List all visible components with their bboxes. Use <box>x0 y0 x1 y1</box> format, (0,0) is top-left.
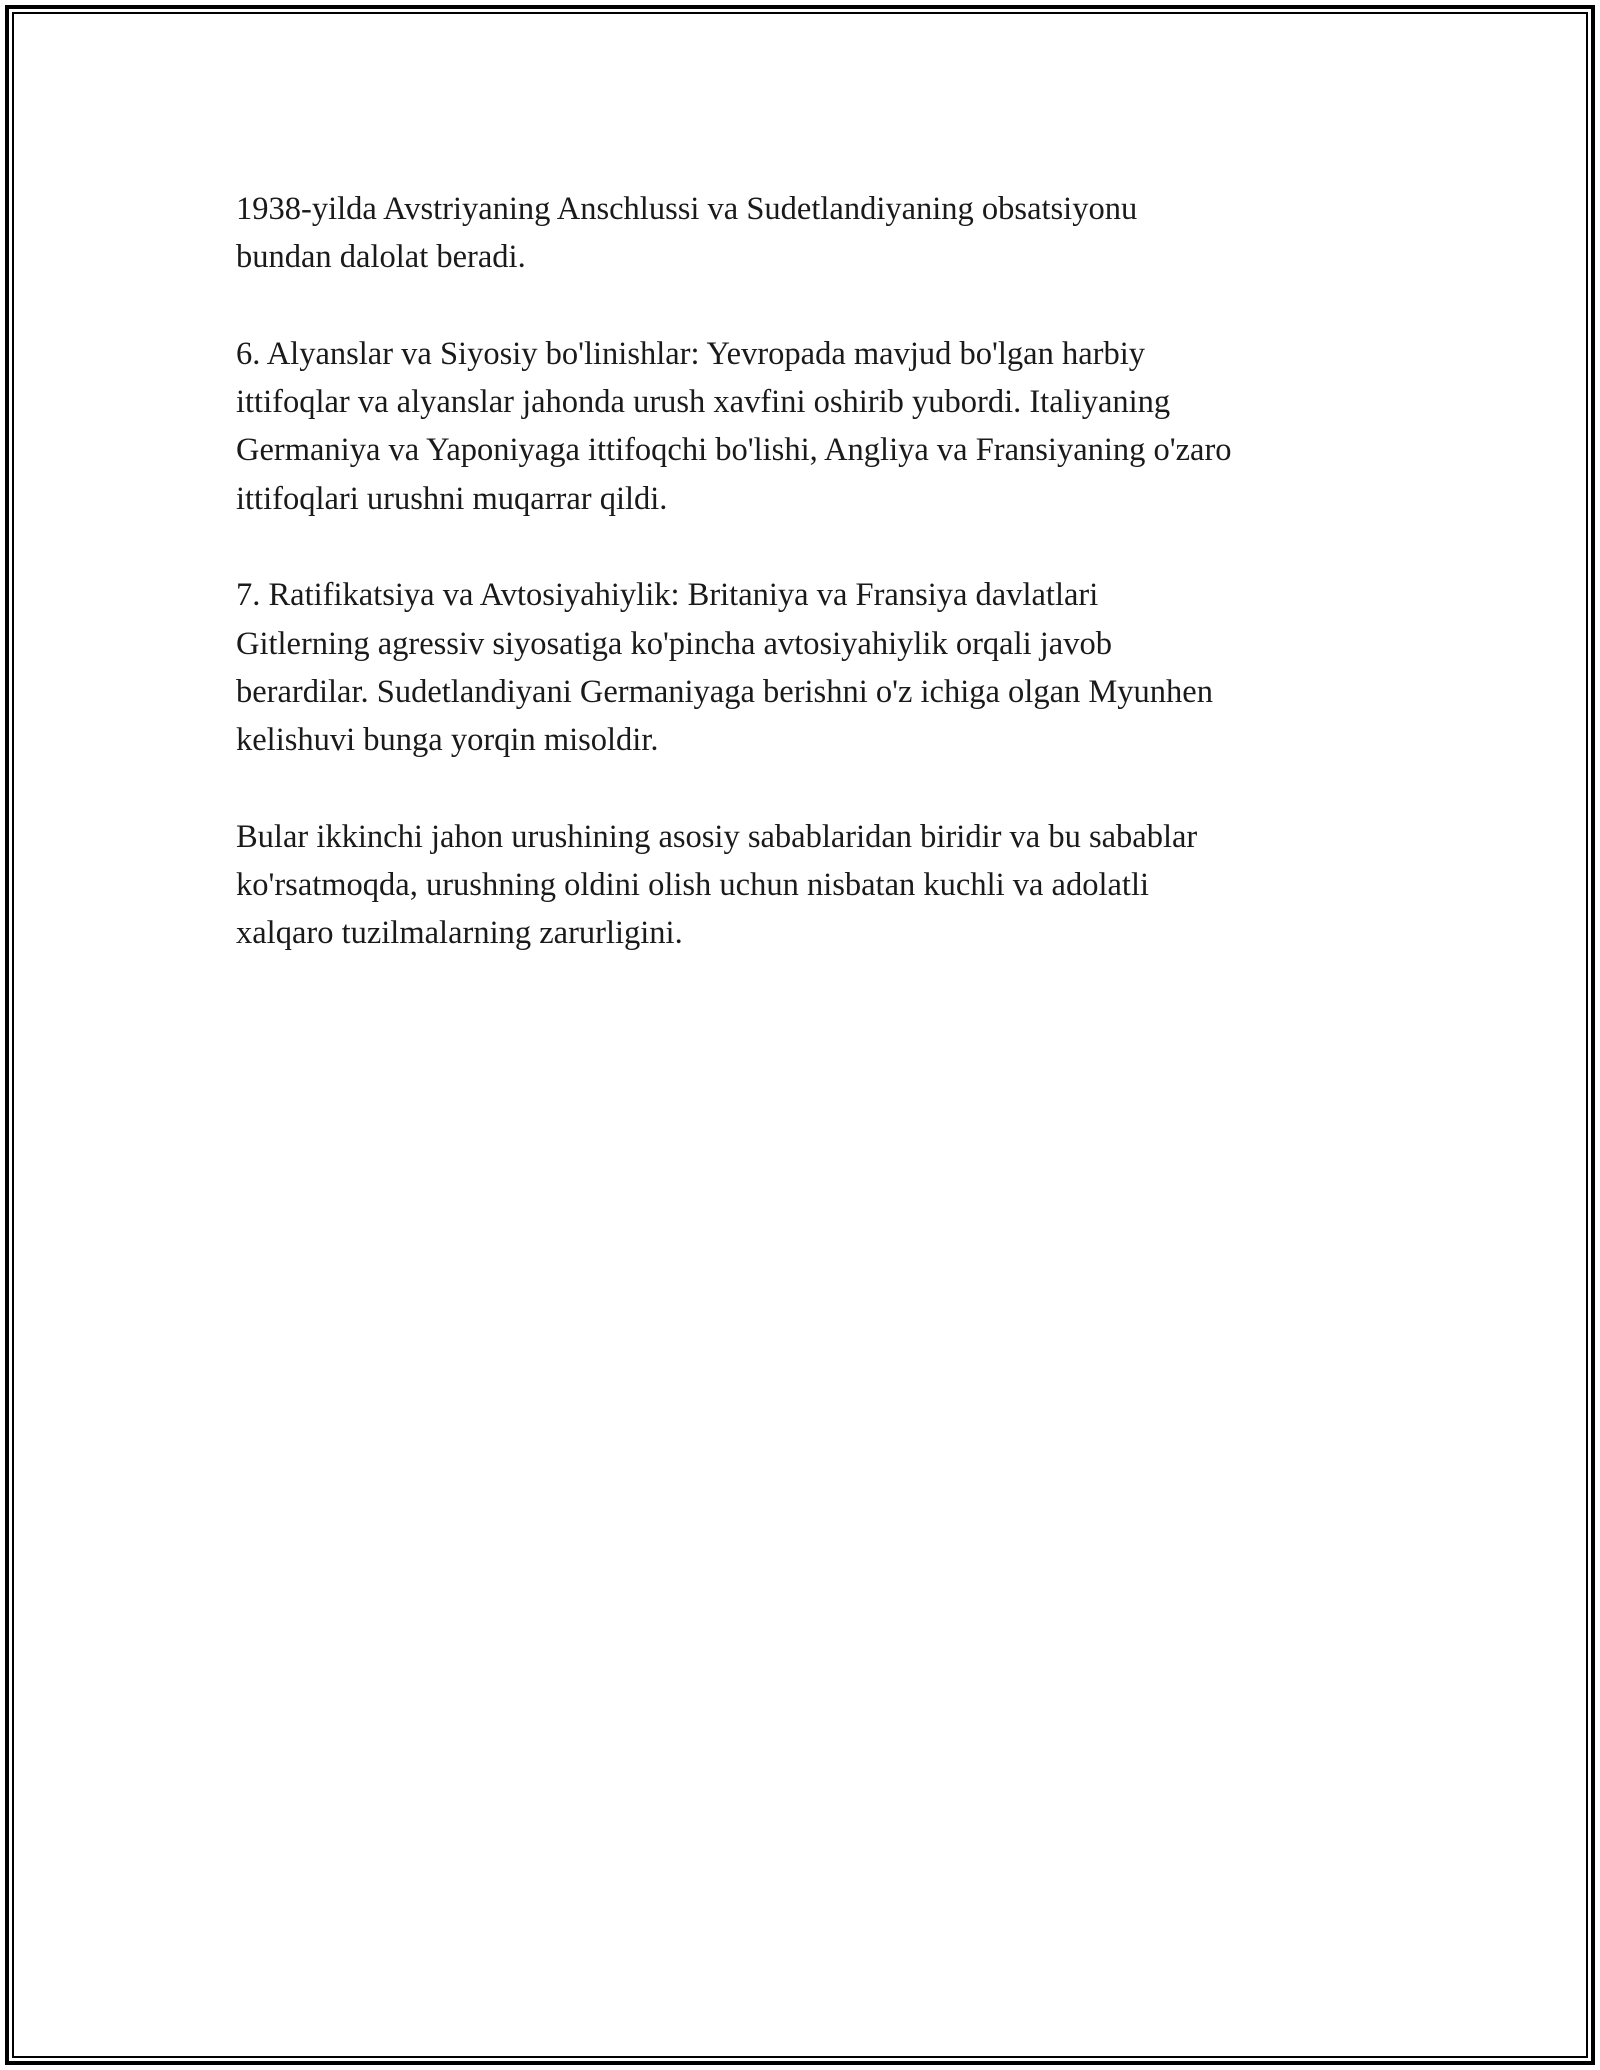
document-body <box>236 185 1396 1006</box>
text-line: bundan dalolat beradi. <box>236 239 526 276</box>
text-line: berardilar. Sudetlandiyani Germaniyaga berishni o'z ichiga olgan Myunhen <box>236 673 1213 710</box>
text-line: ittifoqlari urushni muqarrar qildi. <box>236 480 668 517</box>
text-line: Germaniya va Yaponiyaga ittifoqchi bo'lishi, Angliya va Fransiyaning o'zaro <box>236 432 1232 469</box>
paragraph-conclusion <box>236 813 1396 958</box>
text-line: Gitlerning agressiv siyosatiga ko'pincha avtosiyahiylik orqali javob <box>236 625 1112 662</box>
paragraph-alliances <box>236 330 1396 523</box>
text-line: ittifoqlar va alyanslar jahonda urush xavfini oshirib yubordi. Italiyaning <box>236 384 1171 421</box>
text-line: 7. Ratifikatsiya va Avtosiyahiylik: Britaniya va Fransiya davlatlari <box>236 577 1099 614</box>
paragraph-appeasement <box>236 571 1396 764</box>
text-line: xalqaro tuzilmalarning zarurligini. <box>236 915 683 952</box>
paragraph-intro-continuation <box>236 185 1396 282</box>
text-line: Bular ikkinchi jahon urushining asosiy sabablaridan biridir va bu sabablar <box>236 818 1198 855</box>
text-line: kelishuvi bunga yorqin misoldir. <box>236 722 659 759</box>
text-line: 6. Alyanslar va Siyosiy bo'linishlar: Yevropada mavjud bo'lgan harbiy <box>236 335 1145 372</box>
text-line: 1938-yilda Avstriyaning Anschlussi va Sudetlandiyaning obsatsiyonu <box>236 191 1138 227</box>
text-line: ko'rsatmoqda, urushning oldini olish uchun nisbatan kuchli va adolatli <box>236 867 1150 904</box>
